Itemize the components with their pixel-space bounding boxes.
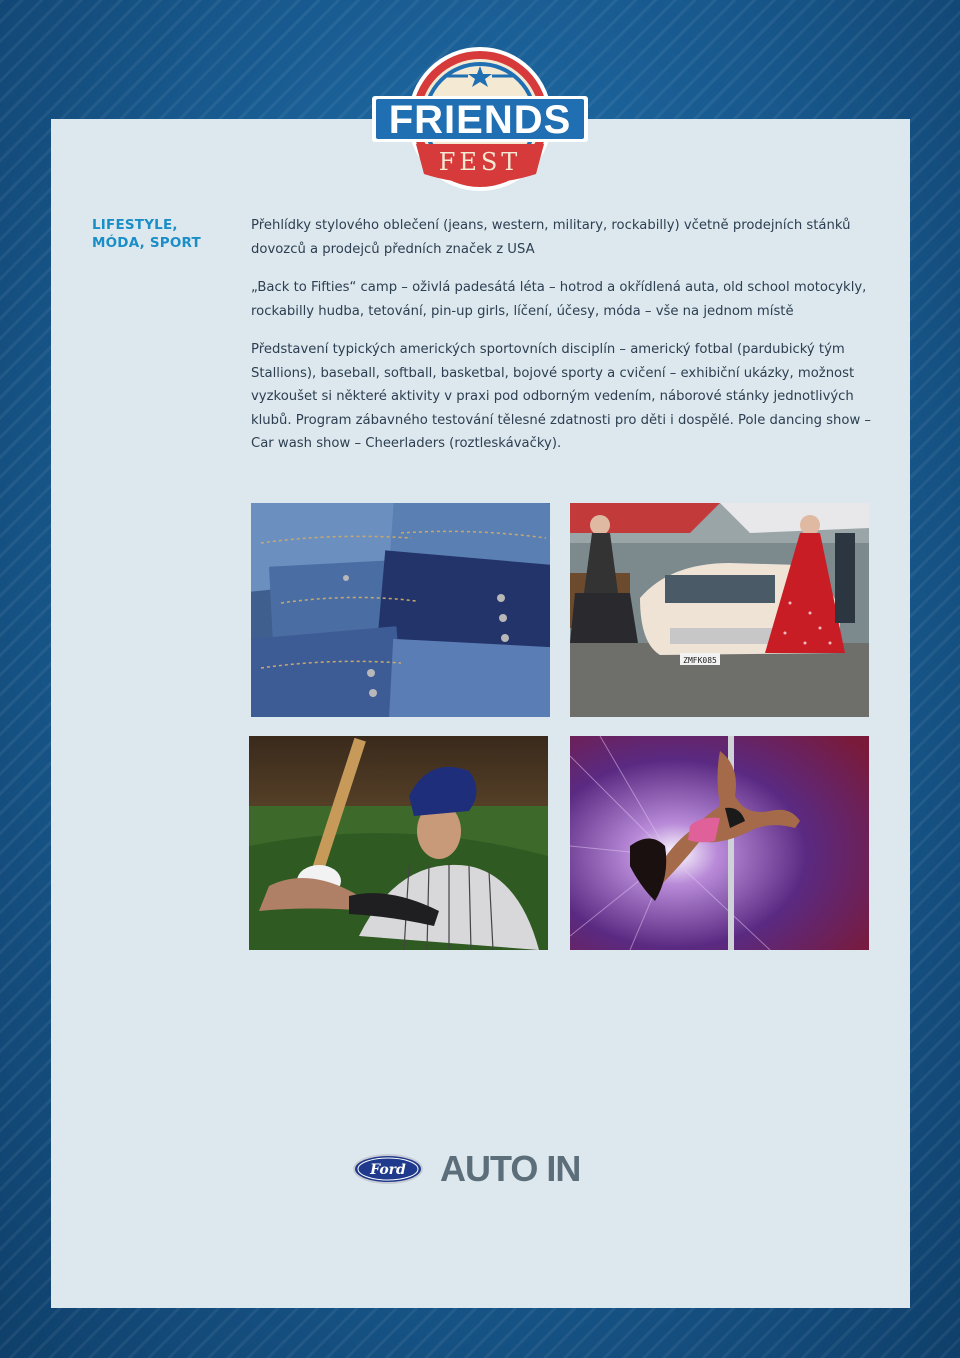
pole-dance-photo — [570, 736, 869, 950]
sponsor-name: AUTO IN — [440, 1148, 581, 1189]
ford-logo-text: Ford — [370, 1162, 406, 1178]
paragraph-fifties: „Back to Fifties“ camp – oživlá padesátá léta – hotrod a okřídlená auta, old school motocykly, rockabilly hudba, tetování, pin-up girls, líčení, účesy, móda – vše na jednom místě — [251, 280, 867, 319]
paragraph-fashion: Přehlídky stylového oblečení (jeans, western, military, rockabilly) včetně prodejních stánků dovozců a prodejců předních značek z USA — [251, 218, 851, 257]
car-license-plate: ZMFK085 — [683, 656, 717, 665]
section-label — [92, 216, 232, 252]
logo-title: FRIENDS — [388, 98, 572, 142]
fifties-car-photo — [570, 503, 869, 717]
jeans-photo — [251, 503, 550, 717]
ford-logo — [352, 1153, 424, 1185]
body-text — [251, 214, 876, 471]
section-label-line1: LIFESTYLE, — [92, 217, 178, 233]
section-label-line2: MÓDA, SPORT — [92, 235, 201, 251]
baseball-photo — [249, 736, 548, 950]
friends-fest-logo — [366, 44, 594, 194]
logo-subtitle: FEST — [438, 148, 522, 176]
paragraph-sports: Představení typických amerických sportovních disciplín – americký fotbal (pardubický tým Stallions), baseball, softball, basketbal, bojové sporty a cvičení – exhibiční ukázky, možnost vyzkoušet si některé aktivity v praxi pod odborným vedením, náborové stánky jednotlivých klubů. Program zábavného testování tělesné zdatnosti pro děti i dospělé. Pole dancing show – Car wash show – Cheerladers (roztleskávačky). — [251, 342, 872, 451]
